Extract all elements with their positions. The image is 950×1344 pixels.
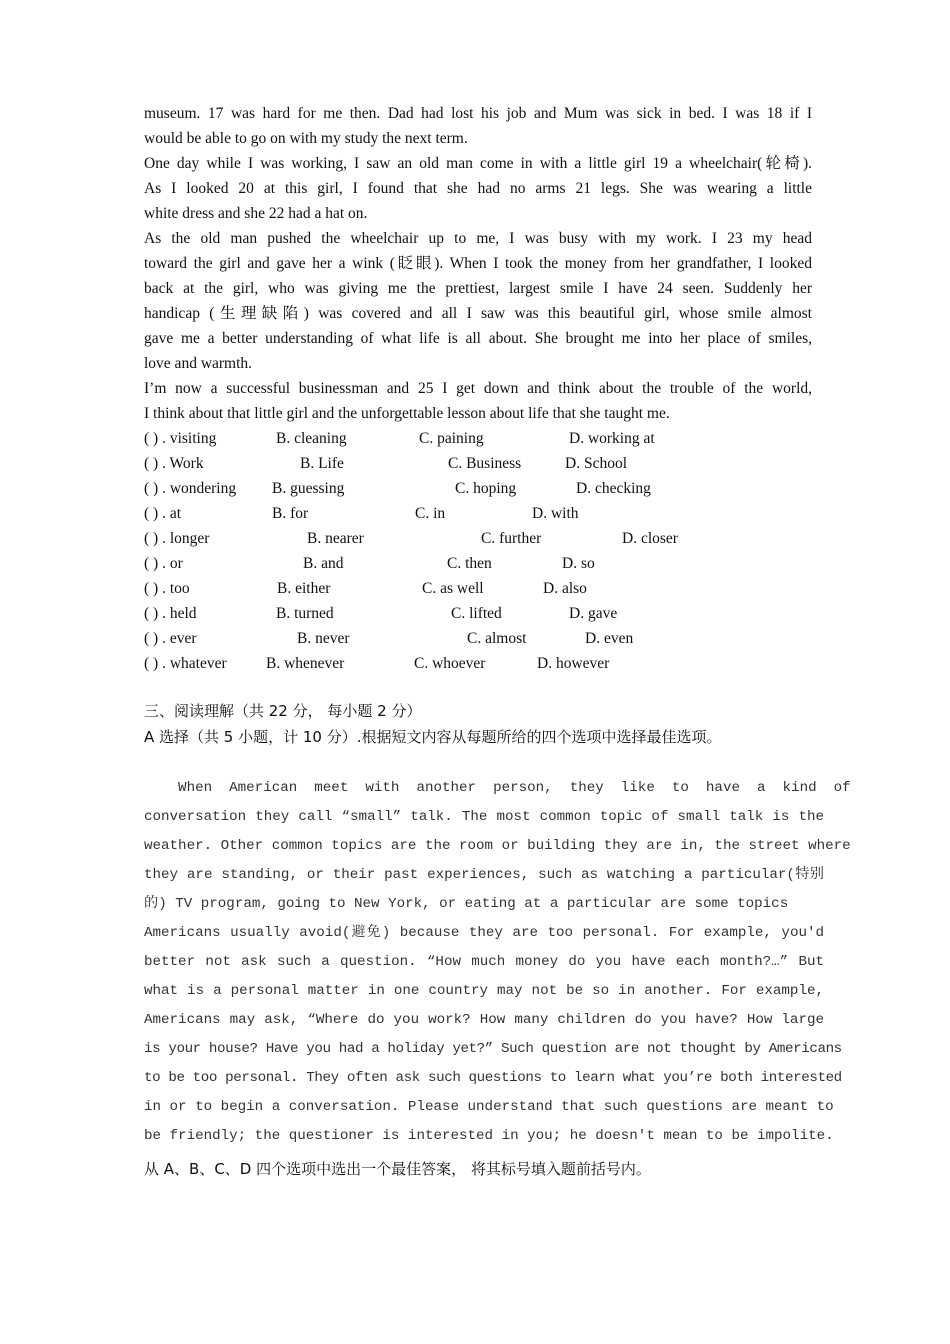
answer-choice-a[interactable]: ( ) . held <box>144 605 197 622</box>
reading-line: in or to begin a conversation. Please understand that such questions are meant to <box>144 1099 834 1115</box>
answer-choice-b[interactable]: B. either <box>277 580 331 597</box>
answer-choice-b[interactable]: B. for <box>272 505 309 522</box>
answer-choice-a[interactable]: ( ) . whatever <box>144 655 227 672</box>
option-row <box>144 501 844 526</box>
reading-line: When American meet with another person, they like to have a kind of <box>144 780 851 796</box>
reading-line: Americans usually avoid(避免) because they are too personal. For example, you'd <box>144 925 824 941</box>
passage-line: love and warmth. <box>144 355 253 372</box>
passage-line: As the old man pushed the wheelchair up to me, I was busy with my work. I 23 my head <box>144 230 812 247</box>
reading-line: conversation they call “small” talk. The most common topic of small talk is the <box>144 809 824 825</box>
passage-line: back at the girl, who was giving me the prettiest, largest smile I have 24 seen. Suddenly her <box>144 280 812 297</box>
answer-choice-c[interactable]: C. whoever <box>414 655 486 672</box>
answer-choice-d[interactable]: D. so <box>562 555 595 572</box>
option-row <box>144 651 844 676</box>
reading-line: 的) TV program, going to New York, or eating at a particular are some topics <box>144 896 789 912</box>
passage-line: One day while I was working, I saw an old man come in with a little girl 19 a wheelchair(轮椅). <box>144 155 812 172</box>
section-heading: 三、阅读理解（共 22 分， 每小题 2 分） <box>144 702 422 720</box>
option-row <box>144 626 844 651</box>
answer-choice-b[interactable]: B. whenever <box>266 655 345 672</box>
reading-line: weather. Other common topics are the room or building they are in, the street where <box>144 838 851 854</box>
passage-line: toward the girl and gave her a wink (眨眼). When I took the money from her grandfather, I looked <box>144 255 812 272</box>
answer-choice-a[interactable]: ( ) . longer <box>144 530 210 547</box>
answer-choice-a[interactable]: ( ) . ever <box>144 630 197 647</box>
reading-line: is your house? Have you had a holiday yet?” Such question are not thought by Americans <box>144 1041 842 1057</box>
answer-choice-c[interactable]: C. as well <box>422 580 484 597</box>
reading-line: what is a personal matter in one country may not be so in another. For example, <box>144 983 824 999</box>
answer-choice-d[interactable]: D. with <box>532 505 579 522</box>
reading-line: be friendly; the questioner is interested in you; he doesn't mean to be impolite. <box>144 1128 834 1144</box>
passage-line: would be able to go on with my study the next term. <box>144 130 468 147</box>
answer-choice-b[interactable]: B. nearer <box>307 530 364 547</box>
option-row <box>144 476 844 501</box>
reading-line: to be too personal. They often ask such questions to learn what you’re both interested <box>144 1070 842 1086</box>
answer-choice-d[interactable]: D. checking <box>576 480 651 497</box>
answer-choice-c[interactable]: C. then <box>447 555 492 572</box>
passage-line: handicap (生理缺陷) was covered and all I saw was this beautiful girl, whose smile almost <box>144 305 812 322</box>
answer-choice-b[interactable]: B. guessing <box>272 480 345 497</box>
passage-line: museum. 17 was hard for me then. Dad had lost his job and Mum was sick in bed. I was 18 if I <box>144 105 812 122</box>
reading-line: they are standing, or their past experiences, such as watching a particular(特别 <box>144 867 824 883</box>
answer-choice-d[interactable]: D. working at <box>569 430 655 447</box>
section-subheading: A 选择（共 5 小题，计 10 分）.根据短文内容从每题所给的四个选项中选择最佳选项。 <box>144 728 722 746</box>
answer-choice-b[interactable]: B. turned <box>276 605 334 622</box>
answer-choice-a[interactable]: ( ) . visiting <box>144 430 217 447</box>
option-row <box>144 526 844 551</box>
answer-choice-d[interactable]: D. closer <box>622 530 678 547</box>
answer-choice-a[interactable]: ( ) . at <box>144 505 182 522</box>
passage-line: I’m now a successful businessman and 25 I get down and think about the trouble of the world, <box>144 380 812 397</box>
answer-choice-d[interactable]: D. even <box>585 630 634 647</box>
answer-choice-b[interactable]: B. Life <box>300 455 344 472</box>
passage-line: As I looked 20 at this girl, I found that she had no arms 21 legs. She was wearing a little <box>144 180 812 197</box>
answer-choice-d[interactable]: D. also <box>543 580 587 597</box>
passage-line: I think about that little girl and the unforgettable lesson about life that she taught me. <box>144 405 670 422</box>
answer-choice-c[interactable]: C. further <box>481 530 542 547</box>
answer-choice-c[interactable]: C. in <box>415 505 446 522</box>
option-row <box>144 426 844 451</box>
answer-choice-a[interactable]: ( ) . or <box>144 555 183 572</box>
answer-choice-a[interactable]: ( ) . wondering <box>144 480 237 497</box>
passage-line: white dress and she 22 had a hat on. <box>144 205 368 222</box>
option-row <box>144 451 844 476</box>
option-row <box>144 601 844 626</box>
answer-choice-c[interactable]: C. lifted <box>451 605 502 622</box>
option-row <box>144 551 844 576</box>
option-row <box>144 576 844 601</box>
answer-choice-b[interactable]: B. never <box>297 630 350 647</box>
instruction-text: 从 A、B、C、D 四个选项中选出一个最佳答案， 将其标号填入题前括号内。 <box>144 1160 651 1178</box>
answer-choice-c[interactable]: C. Business <box>448 455 522 472</box>
answer-choice-d[interactable]: D. however <box>537 655 610 672</box>
reading-line: Americans may ask, “Where do you work? How many children do you have? How large <box>144 1012 824 1028</box>
answer-choice-c[interactable]: C. almost <box>467 630 527 647</box>
answer-choice-c[interactable]: C. hoping <box>455 480 517 497</box>
reading-line: better not ask such a question. “How much money do you have each month?…” But <box>144 954 824 970</box>
passage-line: gave me a better understanding of what life is all about. She brought me into her place of smiles, <box>144 330 812 347</box>
answer-choice-b[interactable]: B. and <box>303 555 344 572</box>
answer-choice-b[interactable]: B. cleaning <box>276 430 347 447</box>
answer-choice-d[interactable]: D. gave <box>569 605 618 622</box>
answer-choice-c[interactable]: C. paining <box>419 430 484 447</box>
answer-choice-a[interactable]: ( ) . Work <box>144 455 204 472</box>
cloze-passage <box>144 101 812 426</box>
answer-choice-a[interactable]: ( ) . too <box>144 580 190 597</box>
answer-choice-d[interactable]: D. School <box>565 455 627 472</box>
reading-passage <box>144 774 851 1151</box>
